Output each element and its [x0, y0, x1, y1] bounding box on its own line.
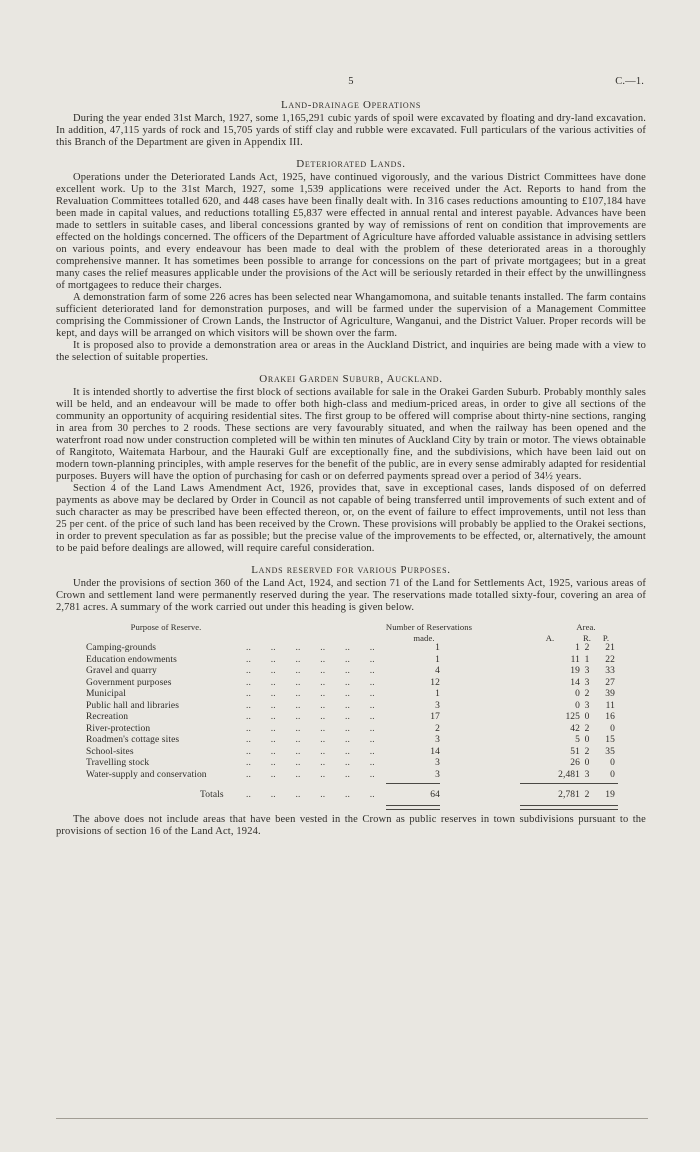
- area-perches: 0: [610, 769, 615, 780]
- dot-leader: [246, 678, 376, 690]
- rule-segment: [520, 805, 618, 810]
- section-heading: Orakei Garden Suburb, Auckland.: [259, 373, 443, 385]
- column-spacer: [440, 758, 520, 770]
- area-acres: 1: [575, 643, 580, 653]
- reservations-count: 1: [435, 689, 440, 699]
- sum-rule: [86, 783, 618, 785]
- area-acres: 11: [570, 654, 580, 665]
- area-roods: 0: [584, 735, 590, 745]
- page-number: 5: [348, 76, 354, 87]
- column-spacer: [440, 712, 520, 724]
- paragraph: During the year ended 31st March, 1927, some 1,165,291 cubic yards of spoil were excavated by floating and dry-land excavation. In addition, 47,115 yards of rock and 15,705 yards of stiff clay and rubble were excavated. Full particulars of the various activities of this Branch of the Department are given in Appendix III.: [56, 113, 646, 148]
- area-roods: 2: [584, 689, 590, 699]
- area-acres: 0: [575, 700, 580, 711]
- dot-leader: [246, 735, 376, 747]
- area-perches: 39: [605, 689, 615, 699]
- paragraph: A demonstration farm of some 226 acres has been selected near Whangamomona, and suitable tenants installed. The farm contains sufficient deteriorated land for demonstration purposes, and will be farmed under the supervision of a Management Committee comprising the Commissioner of Crown Lands, the Instructor of Agriculture, Wanganui, and the District Valuer. Proper records will be kept, and days will be arranged on which visitors will be shown over the farm.: [56, 292, 646, 339]
- column-spacer: [440, 747, 520, 759]
- column-spacer: [440, 790, 520, 802]
- table-row: [86, 712, 618, 724]
- reservations-count: 1: [435, 643, 440, 653]
- column-spacer: [440, 735, 520, 747]
- column-header-perches: P.: [602, 632, 610, 643]
- reservations-count: 17: [430, 712, 440, 722]
- area-acres: 125: [565, 712, 580, 722]
- area-perches: 33: [605, 666, 615, 676]
- reservations-count: 3: [435, 758, 440, 768]
- area-perches: 11: [605, 700, 615, 711]
- area-roods: 2: [584, 643, 590, 653]
- closing-paragraph: The above does not include areas that have been vested in the Crown as public reserves in town subdivisions pursuant to the provisions of section 16 of the Land Act, 1924.: [56, 813, 646, 837]
- column-header-made: made.: [413, 632, 435, 643]
- reservations-count: 2: [435, 723, 440, 734]
- rule-spacer: [86, 805, 386, 807]
- paragraph: It is intended shortly to advertise the first block of sections available for sale in the Orakei Garden Suburb. Probably monthly sales will be held, and an endeavour will be made to offer both high-class and medium-priced areas, in order to give all sections of the community an opportunity of acquiring residential sites. The first group to be offered will comprise about thirty-nine sections, ranging in area from 30 perches to 2 roods. These sections are very favourably situated, and when the railway has been opened and the waterfront road now under construction completed will be within ten minutes of Auckland City by train or motor. The views obtainable of Rangitoto, Waitemata Harbour, and the Hauraki Gulf are exceptionally fine, and the subdivisions, which have been laid out on modern town-planning principles, with ample reserves for the benefit of the public, are in every sense admirably adapted for residential purposes. Buyers will have the option of purchasing for cash or on deferred payments spread over a period of 34½ years.: [56, 387, 646, 482]
- rule-segment: [386, 783, 440, 785]
- page-header: [56, 76, 646, 90]
- column-spacer: [440, 643, 520, 655]
- paragraph: Section 4 of the Land Laws Amendment Act, 1926, provides that, save in exceptional cases, lands disposed of on deferred payments as above may be declared by Order in Council as not capable of being transferred until improvements of such extent and of such character as may be prescribed have been effected thereon, or, on the event of failure to effect improvements, until not less than 25 per cent. of the price of such land has been received by the Crown. These provisions will probably be applied to the Orakei sections, in order to prevent speculation as far as possible; but the precise value of the improvements to be effected, or, alternatively, the amount to be paid before dealings are allowed, will require careful consideration.: [56, 483, 646, 554]
- dot-leader: [246, 770, 376, 782]
- reserve-purpose: Government purposes: [86, 677, 172, 688]
- dot-leader: [246, 747, 376, 759]
- totals-acres: 2,781: [558, 790, 580, 800]
- reserve-purpose: River-protection: [86, 723, 151, 734]
- paragraph: Under the provisions of section 360 of the Land Act, 1924, and section 71 of the Land for Settlements Act, 1925, various areas of Crown and settlement land were permanently reserved during the year. The reservations made totalled sixty-four, covering an area of 2,781 acres. A summary of the work carried out under this heading is given below.: [56, 578, 646, 613]
- table-row: [86, 655, 618, 667]
- rule-segment: [520, 783, 618, 785]
- area-roods: 3: [584, 769, 590, 780]
- rule-segment: [386, 805, 440, 810]
- reservations-count: 3: [435, 769, 440, 780]
- dot-leader: [246, 758, 376, 770]
- table-row: [86, 643, 618, 655]
- area-perches: 35: [605, 746, 615, 757]
- totals-perches: 19: [605, 790, 615, 800]
- section-land-drainage: [56, 99, 646, 149]
- column-header-roods: R.: [582, 632, 592, 643]
- table-row: [86, 747, 618, 759]
- reserve-purpose: Camping-grounds: [86, 643, 157, 653]
- column-spacer: [440, 666, 520, 678]
- reserve-purpose: Roadmen's cottage sites: [86, 735, 180, 745]
- area-acres: 2,481: [558, 769, 580, 780]
- area-roods: 0: [584, 758, 590, 768]
- area-acres: 0: [575, 689, 580, 699]
- paragraph: It is proposed also to provide a demonstration area or areas in the Auckland District, and inquiries are being made with a view to the selection of suitable properties.: [56, 340, 646, 363]
- reservations-table: [86, 622, 618, 807]
- rule-spacer: [440, 783, 520, 785]
- reserve-purpose: Recreation: [86, 712, 129, 722]
- dot-leader: [246, 712, 376, 724]
- column-spacer: [440, 724, 520, 736]
- area-roods: 2: [584, 746, 590, 757]
- area-acres: 14: [570, 677, 580, 688]
- column-spacer: [440, 678, 520, 690]
- area-perches: 21: [605, 643, 615, 653]
- area-acres: 5: [575, 735, 580, 745]
- reservations-count: 3: [435, 735, 440, 745]
- reservations-count: 1: [435, 654, 440, 665]
- totals-row: [86, 790, 618, 802]
- area-roods: 3: [584, 677, 590, 688]
- area-perches: 27: [605, 677, 615, 688]
- area-roods: 3: [584, 666, 590, 676]
- table-row: [86, 666, 618, 678]
- rule-spacer: [86, 783, 386, 785]
- section-deteriorated-lands: [56, 158, 646, 364]
- column-spacer: [440, 770, 520, 782]
- reserve-purpose: School-sites: [86, 746, 134, 757]
- reserve-purpose: Municipal: [86, 689, 126, 699]
- section-lands-reserved: [56, 564, 646, 838]
- totals-double-rule: [86, 805, 618, 807]
- table-row: [86, 678, 618, 690]
- table-row: [86, 758, 618, 770]
- reserve-purpose: Gravel and quarry: [86, 666, 157, 676]
- dot-leader: [246, 724, 376, 736]
- table-row: [86, 689, 618, 701]
- area-acres: 51: [570, 746, 580, 757]
- reservations-count: 3: [435, 700, 440, 711]
- area-roods: 1: [584, 654, 590, 665]
- column-header-number: Number of Reservations: [385, 622, 473, 632]
- column-spacer: [86, 633, 354, 644]
- area-roods: 3: [584, 700, 590, 711]
- paragraph: Operations under the Deteriorated Lands Act, 1925, have continued vigorously, and the various District Committees have done excellent work. Up to the 31st March, 1927, some 1,539 applications were received under the Act. Reports to hand from the Revaluation Committees totalled 620, and 448 cases have been finally dealt with. In 316 cases reductions amounting to £107,184 have been made in capital values, and reductions totalling £5,837 were effected in annual rental and interest payable. Advances have been made to settlers in suitable cases, and liberal concessions granted by way of remissions of rent on condition that improvements are effected on the holdings concerned. The officers of the Department of Agriculture have afforded valuable assistance in advising settlers on various points, and every endeavour has been made to deal with the problem of these deteriorated areas in a thoroughly comprehensive manner. It has sometimes been possible to arrange for concessions on the part of private mortgagees; but in a great many cases the relief measures applicable under the provisions of the Act will be seriously retarded in their effect by the unwillingness of mortgagees to reduce their charges.: [56, 172, 646, 291]
- area-perches: 0: [610, 723, 615, 734]
- column-header-area: Area.: [576, 622, 596, 632]
- totals-roods: 2: [584, 790, 590, 800]
- totals-count: 64: [430, 790, 440, 800]
- dot-leader: [246, 689, 376, 701]
- section-heading: Lands reserved for various Purposes.: [251, 564, 451, 576]
- area-roods: 2: [584, 723, 590, 734]
- table-header-row: [86, 622, 618, 633]
- dot-leader: [246, 790, 376, 802]
- area-perches: 0: [610, 758, 615, 768]
- column-spacer: [86, 790, 200, 802]
- column-spacer: [504, 622, 554, 633]
- table-row: [86, 701, 618, 713]
- reservations-count: 12: [430, 677, 440, 688]
- column-header-acres: A.: [545, 632, 555, 643]
- column-spacer: [440, 655, 520, 667]
- bottom-rule: [56, 1118, 648, 1119]
- reserve-purpose: Public hall and libraries: [86, 700, 179, 711]
- column-spacer: [440, 701, 520, 713]
- table-row: [86, 724, 618, 736]
- area-acres: 26: [570, 758, 580, 768]
- totals-label: Totals: [200, 790, 224, 800]
- area-perches: 22: [605, 654, 615, 665]
- column-spacer: [246, 622, 354, 633]
- reserve-purpose: Education endowments: [86, 654, 177, 665]
- dot-leader: [246, 655, 376, 667]
- dot-leader: [246, 643, 376, 655]
- reserve-purpose: Water-supply and conservation: [86, 769, 207, 780]
- column-spacer: [440, 689, 520, 701]
- reserve-purpose: Travelling stock: [86, 758, 150, 768]
- reservations-count: 4: [435, 666, 440, 676]
- section-heading: Deteriorated Lands.: [296, 158, 406, 170]
- dot-leader: [246, 701, 376, 713]
- column-spacer: [494, 633, 520, 644]
- section-orakei: [56, 373, 646, 555]
- column-header-purpose: Purpose of Reserve.: [130, 622, 202, 632]
- area-perches: 15: [605, 735, 615, 745]
- dot-leader: [246, 666, 376, 678]
- table-row: [86, 735, 618, 747]
- table-subheader-row: [86, 633, 618, 644]
- document-reference: C.—1.: [615, 76, 644, 87]
- section-heading: Land-drainage Operations: [280, 99, 422, 111]
- area-perches: 16: [605, 712, 615, 722]
- area-roods: 0: [584, 712, 590, 722]
- area-acres: 42: [570, 723, 580, 734]
- reservations-count: 14: [430, 746, 440, 757]
- area-acres: 19: [570, 666, 580, 676]
- rule-spacer: [440, 805, 520, 807]
- table-row: [86, 770, 618, 782]
